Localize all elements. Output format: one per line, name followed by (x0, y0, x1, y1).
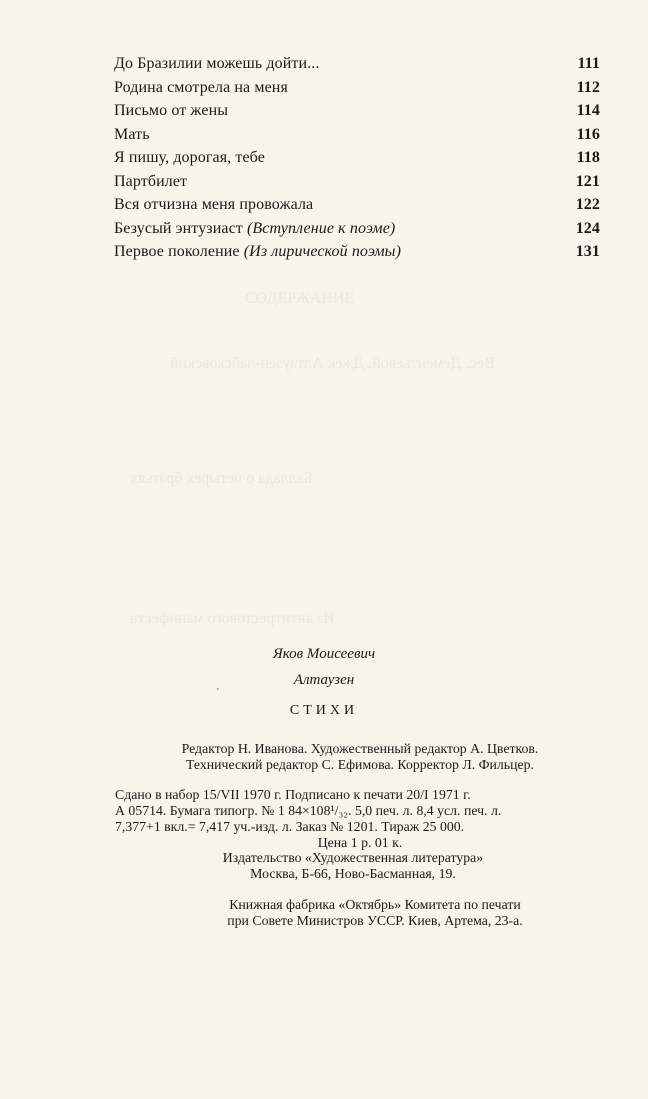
toc-entry-title (114, 149, 265, 167)
toc-entry (114, 126, 600, 150)
toc-entry (114, 102, 600, 126)
toc-page-number: 111 (577, 55, 600, 72)
toc-entry-title (114, 55, 319, 73)
toc-entry-title (114, 243, 401, 261)
toc-entry (114, 220, 600, 244)
factory-line: при Совете Министров УССР. Киев, Артема, 23-а. (227, 913, 523, 928)
toc-entry-title (114, 79, 288, 97)
toc-title-text: Безусый энтузиаст (114, 219, 243, 237)
toc-title-text: Партбилет (114, 172, 188, 190)
toc-page-number: 122 (575, 196, 600, 213)
toc-page-number: 124 (575, 219, 600, 237)
show-through-text: Из антитрестового манифеста (130, 610, 335, 627)
toc-page-number: 112 (576, 78, 600, 96)
toc-entry-title (114, 196, 313, 214)
toc-title-text: Первое поколение (114, 243, 240, 260)
show-through-text: Баллада о четырех братьях (130, 470, 313, 487)
toc-entry (114, 196, 600, 220)
print-line: А 05714. Бумага типогр. № 1 84×108¹/₃₂. 5,0 печ. л. 8,4 усл. печ. л. (115, 803, 502, 818)
toc-title-text: Мать (114, 125, 150, 143)
toc-entry (114, 149, 600, 173)
show-through-text: Вес. Дементьевой. Джек Алтаузен-лайсковский (170, 355, 495, 372)
toc-title-text: Письмо от жены (114, 102, 229, 119)
factory-info (160, 897, 590, 929)
toc-page-number: 114 (576, 102, 600, 119)
book-title: СТИХИ (289, 703, 359, 718)
toc-subtitle: (Вступление к поэме) (246, 219, 396, 237)
editors-line: Редактор Н. Иванова. Художественный редактор А. Цветков. (181, 741, 539, 756)
show-through-text: СОДЕРЖАНИЕ (245, 290, 355, 307)
toc-subtitle: (Из лирической поэмы) (243, 243, 402, 260)
toc-entry (114, 173, 600, 197)
toc-page-number: 121 (575, 172, 600, 190)
toc-title-text: Вся отчизна меня провожала (114, 196, 314, 213)
toc-page-number: 131 (575, 243, 600, 260)
toc-page-number: 116 (576, 125, 600, 143)
publisher-info (178, 850, 528, 882)
toc-entry-title (114, 173, 187, 191)
editors-line: Технический редактор С. Ефимова. Корректор Л. Фильцер. (186, 757, 534, 772)
editors-credits (115, 741, 605, 773)
toc-title-text: Родина смотрела на меня (114, 78, 288, 96)
toc-entry-title (114, 220, 395, 238)
toc-entry-title (114, 102, 228, 120)
publisher-line: Издательство «Художественная литература» (222, 850, 484, 865)
author-surname: Алтаузен (293, 672, 355, 688)
print-line: Сдано в набор 15/VII 1970 г. Подписано к печати 20/I 1971 г. (115, 787, 471, 802)
author-name: Яков Моисеевич (272, 646, 376, 662)
toc-entry (114, 55, 600, 79)
toc-entry (114, 79, 600, 103)
print-mark: ' (217, 687, 219, 698)
print-line: 7,377+1 вкл.= 7,417 уч.-изд. л. Заказ № 1201. Тираж 25 000. (115, 819, 465, 834)
print-details (115, 787, 605, 851)
toc-entry (114, 243, 600, 267)
toc-page-number: 118 (576, 149, 600, 166)
publisher-line: Москва, Б-66, Ново-Басманная, 19. (250, 866, 456, 881)
price-line: Цена 1 р. 01 к. (317, 835, 403, 850)
toc-title-text: Я пишу, дорогая, тебе (114, 149, 265, 166)
toc-entry-title (114, 126, 150, 144)
factory-line: Книжная фабрика «Октябрь» Комитета по печати (229, 897, 521, 912)
toc-title-text: До Бразилии можешь дойти... (114, 55, 320, 72)
table-of-contents (114, 55, 600, 267)
